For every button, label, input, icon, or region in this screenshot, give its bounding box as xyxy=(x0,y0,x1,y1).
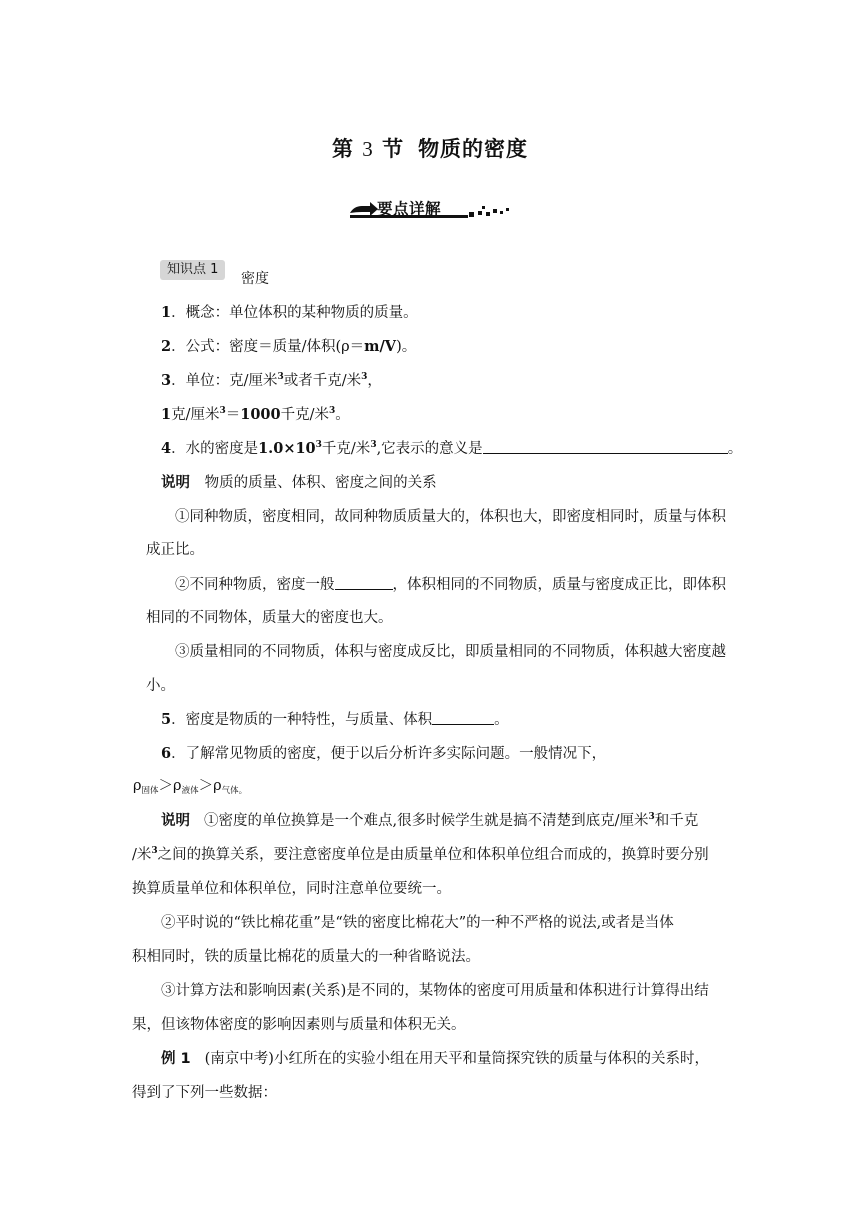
title-name: 物质的密度 xyxy=(418,137,529,161)
title-suffix: 节 xyxy=(382,137,405,161)
answer-blank[interactable] xyxy=(483,439,728,454)
text: 小红所在的实验小组在用天平和量筒探究铁的质量与体积的关系时， xyxy=(273,1051,709,1067)
note-1-point-1-cont: 成正比。 xyxy=(146,542,204,558)
item-dot: ． xyxy=(171,746,186,762)
note-2-point-2-cont: 积相同时，铁的质量比棉花的质量大的一种省略说法。 xyxy=(132,949,480,965)
answer-blank[interactable] xyxy=(432,710,494,725)
item-2 xyxy=(161,337,416,357)
item-text: 概念：单位体积的某种物质的质量。 xyxy=(185,305,418,321)
item-number: 4 xyxy=(161,440,172,457)
unit-text: 单位：克/厘米 xyxy=(185,373,278,389)
text: ，体积相同的不同物质，质量与密度成正比，即体积 xyxy=(392,577,726,593)
item-number: 6 xyxy=(161,745,172,762)
value: 1.0×10 xyxy=(258,440,316,457)
item-1 xyxy=(161,303,418,323)
title-prefix: 第 xyxy=(331,137,354,161)
item-text: 密度是物质的一种特性，与质量、体积 xyxy=(185,712,433,728)
superscript: 3 xyxy=(370,440,377,450)
greater-than: ＞ xyxy=(158,778,174,794)
punct: 。 xyxy=(727,441,743,457)
unit-text: 或者千克/米 xyxy=(283,373,362,389)
example-1-cont: 得到了下列一些数据： xyxy=(132,1085,277,1101)
density-order xyxy=(133,776,247,801)
note-1-point-2 xyxy=(175,575,726,595)
text: 和千克 xyxy=(654,813,699,829)
unit-conversion xyxy=(161,405,350,425)
item-text: 公式：密度＝质量/体积(ρ＝ xyxy=(185,339,365,355)
item-dot: ． xyxy=(171,339,186,355)
note-2-point-2: ②平时说的“铁比棉花重”是“铁的密度比棉花大”的一种不严格的说法,或者是当体 xyxy=(161,915,674,931)
punct: 。 xyxy=(335,407,350,423)
rho-symbol: ρ xyxy=(133,778,142,794)
item-text: ,它表示的意义是 xyxy=(376,441,483,457)
note-1-point-3: ③质量相同的不同物质，体积与密度成反比，即质量相同的不同物质，体积越大密度越 xyxy=(175,644,726,660)
superscript: 3 xyxy=(219,406,226,416)
item-5 xyxy=(161,710,509,730)
unit-text: 千克/米 xyxy=(280,407,329,423)
knowledge-point-title: 密度 xyxy=(241,271,269,287)
note-1-point-3-cont: 小。 xyxy=(146,678,175,694)
note-1-point-1: ①同种物质，密度相同，故同种物质质量大的，体积也大，即密度相同时，质量与体积 xyxy=(175,509,726,525)
note-2-point-3: ③计算方法和影响因素(关系)是不同的，某物体的密度可用质量和体积进行计算得出结 xyxy=(161,983,709,999)
note-1-point-2-cont: 相同的不同物体，质量大的密度也大。 xyxy=(146,610,393,626)
item-dot: ． xyxy=(171,441,186,457)
item-4 xyxy=(161,439,742,459)
example-source: (南京中考) xyxy=(204,1051,274,1067)
title-number: 3 xyxy=(362,137,374,161)
note-1 xyxy=(161,473,437,493)
section-title xyxy=(0,133,860,163)
note-text: 物质的质量、体积、密度之间的关系 xyxy=(204,475,437,491)
rho-symbol: ρ xyxy=(213,778,222,794)
item-6 xyxy=(161,744,606,764)
example-1 xyxy=(161,1049,709,1069)
value: 1000 xyxy=(240,406,281,423)
density-formula: m/V xyxy=(364,338,397,355)
superscript: 3 xyxy=(151,846,158,856)
punct: 。 xyxy=(494,712,509,728)
item-text: 了解常见物质的密度，便于以后分析许多实际问题。一般情况下， xyxy=(185,746,607,762)
text: 之间的换算关系，要注意密度单位是由质量单位和体积单位组合而成的，换算时要分别 xyxy=(157,847,709,863)
superscript: 3 xyxy=(277,372,284,382)
superscript: 3 xyxy=(361,372,368,382)
item-number: 2 xyxy=(161,338,172,355)
punct: ， xyxy=(367,373,382,389)
item-3 xyxy=(161,371,382,391)
equals: ＝ xyxy=(225,407,241,423)
note-2-cont-1 xyxy=(132,845,709,865)
superscript: 3 xyxy=(329,406,336,416)
punct: 。 xyxy=(238,786,248,796)
text: /米 xyxy=(132,847,152,863)
rho-symbol: ρ xyxy=(173,778,182,794)
note-2 xyxy=(161,811,698,831)
subscript-solid: 固体 xyxy=(141,786,159,796)
note-2-cont-2: 换算质量单位和体积单位，同时注意单位要统一。 xyxy=(132,881,451,897)
note-label: 说明 xyxy=(161,813,190,829)
answer-blank[interactable] xyxy=(335,575,393,590)
item-text-end: )。 xyxy=(396,339,417,355)
banner-text: 要点详解 xyxy=(377,200,442,218)
knowledge-point-badge: 知识点 1 xyxy=(160,260,225,280)
subscript-gas: 气体 xyxy=(221,786,239,796)
unit-text: 千克/米 xyxy=(321,441,371,457)
greater-than: ＞ xyxy=(198,778,214,794)
text: ②不同种物质，密度一般 xyxy=(175,577,335,593)
value: 1 xyxy=(161,406,172,423)
subscript-liquid: 液体 xyxy=(181,786,199,796)
superscript: 3 xyxy=(315,440,322,450)
item-text: 水的密度是 xyxy=(185,441,259,457)
text: ①密度的单位换算是一个难点,很多时候学生就是搞不清楚到底克/厘米 xyxy=(204,813,649,829)
key-points-banner xyxy=(348,196,514,222)
example-label: 例 1 xyxy=(161,1051,191,1067)
superscript: 3 xyxy=(648,812,655,822)
note-label: 说明 xyxy=(161,475,190,491)
note-2-point-3-cont: 果，但该物体密度的影响因素则与质量和体积无关。 xyxy=(132,1017,466,1033)
item-dot: ． xyxy=(171,712,186,728)
item-number: 5 xyxy=(161,711,172,728)
item-dot: ． xyxy=(171,305,186,321)
item-dot: ． xyxy=(171,373,186,389)
unit-text: 克/厘米 xyxy=(171,407,220,423)
item-number: 1 xyxy=(161,304,172,321)
item-number: 3 xyxy=(161,372,172,389)
